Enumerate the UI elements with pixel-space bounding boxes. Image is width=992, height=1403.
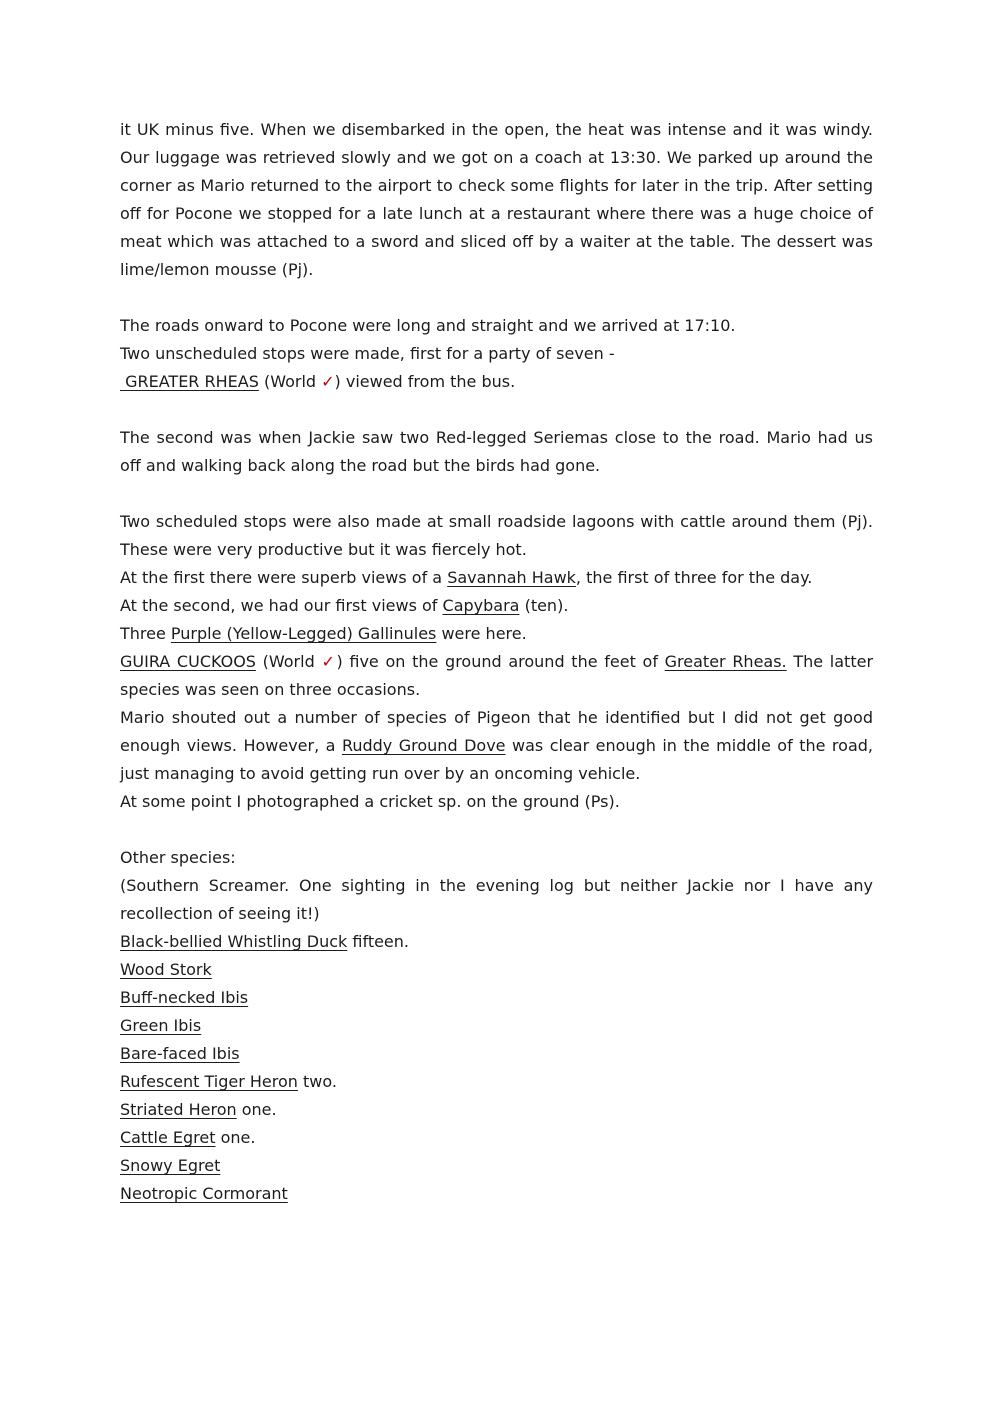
text-run: were here.: [436, 624, 527, 643]
text-run: The second was when Jackie saw two Red-legged Seriemas close to the road. Mario had us off and walking back along the road but the birds had gone.: [120, 428, 873, 475]
paragraph: [120, 1096, 873, 1124]
underlined-species-name: Bare-faced Ibis: [120, 1044, 240, 1063]
underlined-species-name: Black-bellied Whistling Duck: [120, 932, 348, 951]
text-run: fifteen.: [347, 932, 409, 951]
paragraph: [120, 368, 873, 396]
paragraph: [120, 1124, 873, 1152]
underlined-species-name: Greater Rheas.: [664, 652, 787, 671]
underlined-species-name: Green Ibis: [120, 1016, 202, 1035]
text-run: The latter species was seen on three occasions.: [120, 652, 874, 699]
paragraph: [120, 788, 873, 816]
underlined-species-name: Neotropic Cormorant: [120, 1184, 288, 1203]
text-run: one.: [215, 1128, 256, 1147]
text-run: it UK minus five. When we disembarked in the open, the heat was intense and it was windy. Our luggage was retrieved slowly and we got on a coach at 13:30. We parked up around the corner as Mario returned to the airport to check some flights for later in the trip. After setting off for Pocone we stopped for a late lunch at a restaurant where there was a huge choice of meat which was attached to a sword and sliced off by a waiter at the table. The dessert was lime/lemon mousse (Pj).: [120, 120, 873, 279]
underlined-species-name: Striated Heron: [120, 1100, 237, 1119]
text-run: At the first there were superb views of a: [120, 568, 448, 587]
paragraph: [120, 620, 873, 648]
text-run: Other species:: [120, 848, 236, 867]
text-run: (World: [258, 372, 322, 391]
blank-line: [120, 284, 873, 312]
text-run: Mario shouted out a number of species of Pigeon that he identified but I did not get good enough views. However, a: [120, 708, 873, 755]
text-run: two.: [297, 1072, 337, 1091]
text-run: was clear enough in the middle of the road, just managing to avoid getting run over by an oncoming vehicle.: [120, 736, 873, 783]
paragraph: [120, 564, 873, 592]
underlined-species-name: Cattle Egret: [120, 1128, 216, 1147]
paragraph: [120, 592, 873, 620]
underlined-species-name: Rufescent Tiger Heron: [120, 1072, 298, 1091]
paragraph: [120, 1040, 873, 1068]
document-content: [120, 116, 873, 1208]
underlined-species-name: Buff-necked Ibis: [120, 988, 249, 1007]
red-checkmark-icon: ✓: [321, 652, 337, 671]
text-run: (ten).: [519, 596, 569, 615]
text-run: At some point I photographed a cricket sp. on the ground (Ps).: [120, 792, 620, 811]
paragraph: [120, 984, 873, 1012]
blank-line: [120, 816, 873, 844]
text-run: (Southern Screamer. One sighting in the evening log but neither Jackie nor I have any recollection of seeing it!): [120, 876, 873, 923]
text-run: Three: [120, 624, 171, 643]
paragraph: [120, 116, 873, 284]
text-run: , the first of three for the day.: [575, 568, 813, 587]
text-run: Two scheduled stops were also made at small roadside lagoons with cattle around them (Pj). These were very productive but it was fiercely hot.: [120, 512, 873, 559]
underlined-species-name: Wood Stork: [120, 960, 212, 979]
text-run: Two unscheduled stops were made, first for a party of seven -: [120, 344, 615, 363]
underlined-species-name: Savannah Hawk: [447, 568, 576, 587]
paragraph: [120, 312, 873, 340]
underlined-species-name: GUIRA CUCKOOS: [120, 652, 256, 671]
paragraph: [120, 1180, 873, 1208]
text-run: At the second, we had our first views of: [120, 596, 443, 615]
paragraph: [120, 704, 873, 788]
paragraph: [120, 508, 873, 564]
red-checkmark-icon: ✓: [321, 372, 335, 391]
blank-line: [120, 396, 873, 424]
paragraph: [120, 928, 873, 956]
underlined-species-name: Capybara: [442, 596, 520, 615]
text-run: ) viewed from the bus.: [334, 372, 516, 391]
paragraph: [120, 424, 873, 480]
paragraph: [120, 648, 873, 704]
underlined-species-name: Snowy Egret: [120, 1156, 221, 1175]
text-run: The roads onward to Pocone were long and straight and we arrived at 17:10.: [120, 316, 736, 335]
paragraph: [120, 1068, 873, 1096]
text-run: one.: [236, 1100, 277, 1119]
paragraph: [120, 844, 873, 872]
paragraph: [120, 1152, 873, 1180]
underlined-species-name: Ruddy Ground Dove: [341, 736, 506, 755]
text-run: ) five on the ground around the feet of: [336, 652, 665, 671]
blank-line: [120, 480, 873, 508]
underlined-species-name: Purple (Yellow-Legged) Gallinules: [170, 624, 437, 643]
paragraph: [120, 1012, 873, 1040]
paragraph: [120, 872, 873, 928]
paragraph: [120, 340, 873, 368]
paragraph: [120, 956, 873, 984]
text-run: (World: [255, 652, 322, 671]
underlined-species-name: GREATER RHEAS: [120, 372, 259, 391]
